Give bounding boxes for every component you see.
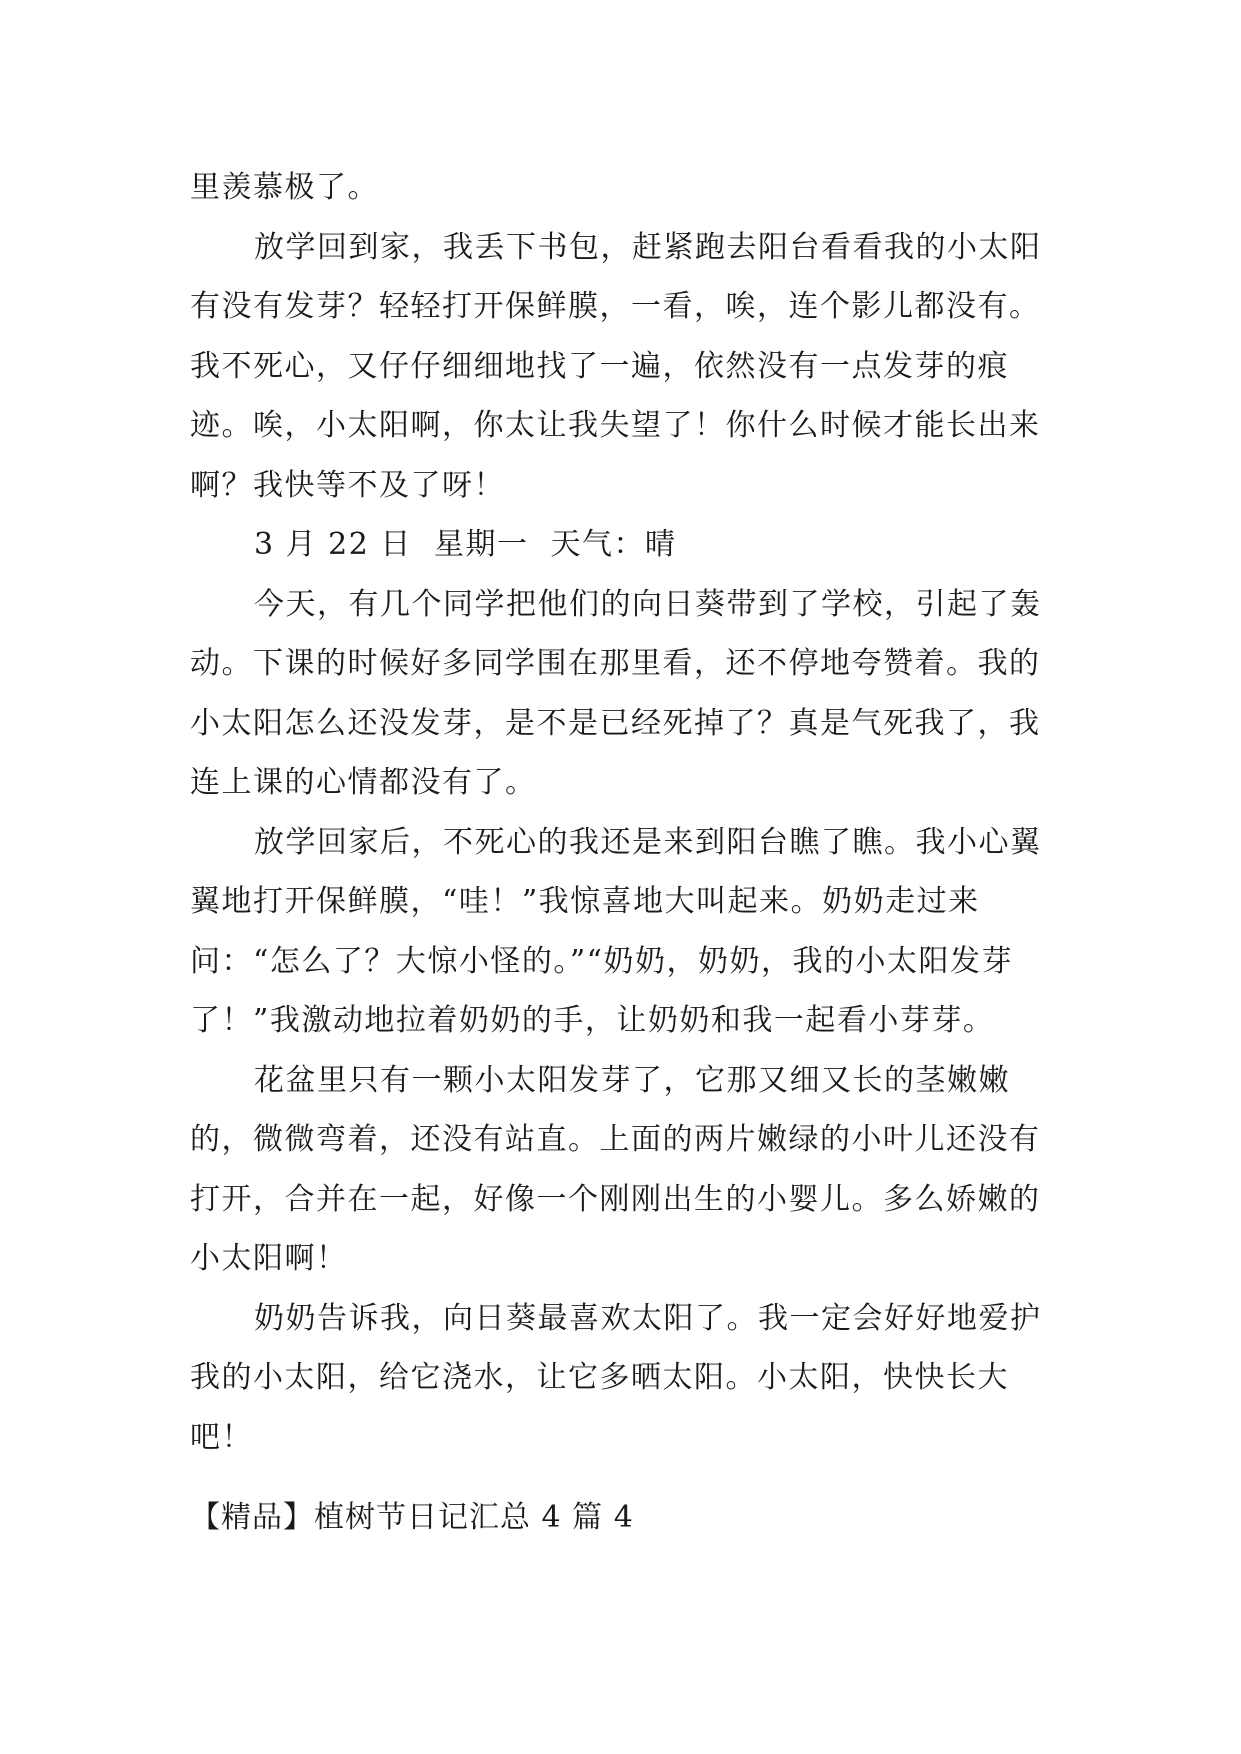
paragraph-grandma: 奶奶告诉我，向日葵最喜欢太阳了。我一定会好好地爱护我的小太阳，给它浇水，让它多晒太阳。小太阳，快快长大吧！ (190, 1300, 1042, 1455)
diary-body (190, 158, 1070, 1467)
paragraph-sprout-discovery: 放学回家后，不死心的我还是来到阳台瞧了瞧。我小心翼翼地打开保鲜膜，“哇！”我惊喜地大叫起来。奶奶走过来问：“怎么了？大惊小怪的。”“奶奶，奶奶，我的小太阳发芽了！”我激动地拉着奶奶的手，让奶奶和我一起看小芽芽。 (190, 824, 1042, 1038)
diary-date-line: 3 月 22 日 星期一 天气：晴 (254, 527, 677, 562)
paragraph-continuation: 里羡慕极了。 (190, 170, 379, 205)
paragraph-after-school: 放学回到家，我丢下书包，赶紧跑去阳台看看我的小太阳有没有发芽？轻轻打开保鲜膜，一看，唉，连个影儿都没有。我不死心，又仔仔细细地找了一遍，依然没有一点发芽的痕迹。唉，小太阳啊，你太让我失望了！你什么时候才能长出来啊？我快等不及了呀！ (190, 229, 1042, 503)
paragraph-sprout-description: 花盆里只有一颗小太阳发芽了，它那又细又长的茎嫩嫩的，微微弯着，还没有站直。上面的两片嫩绿的小叶儿还没有打开，合并在一起，好像一个刚刚出生的小婴儿。多么娇嫩的小太阳啊！ (190, 1062, 1041, 1276)
paragraph-classmates: 今天，有几个同学把他们的向日葵带到了学校，引起了轰动。下课的时候好多同学围在那里看，还不停地夸赞着。我的小太阳怎么还没发芽，是不是已经死掉了？真是气死我了，我连上课的心情都没有了。 (190, 586, 1042, 800)
section-heading: 【精品】植树节日记汇总 4 篇 4 (190, 1500, 634, 1535)
